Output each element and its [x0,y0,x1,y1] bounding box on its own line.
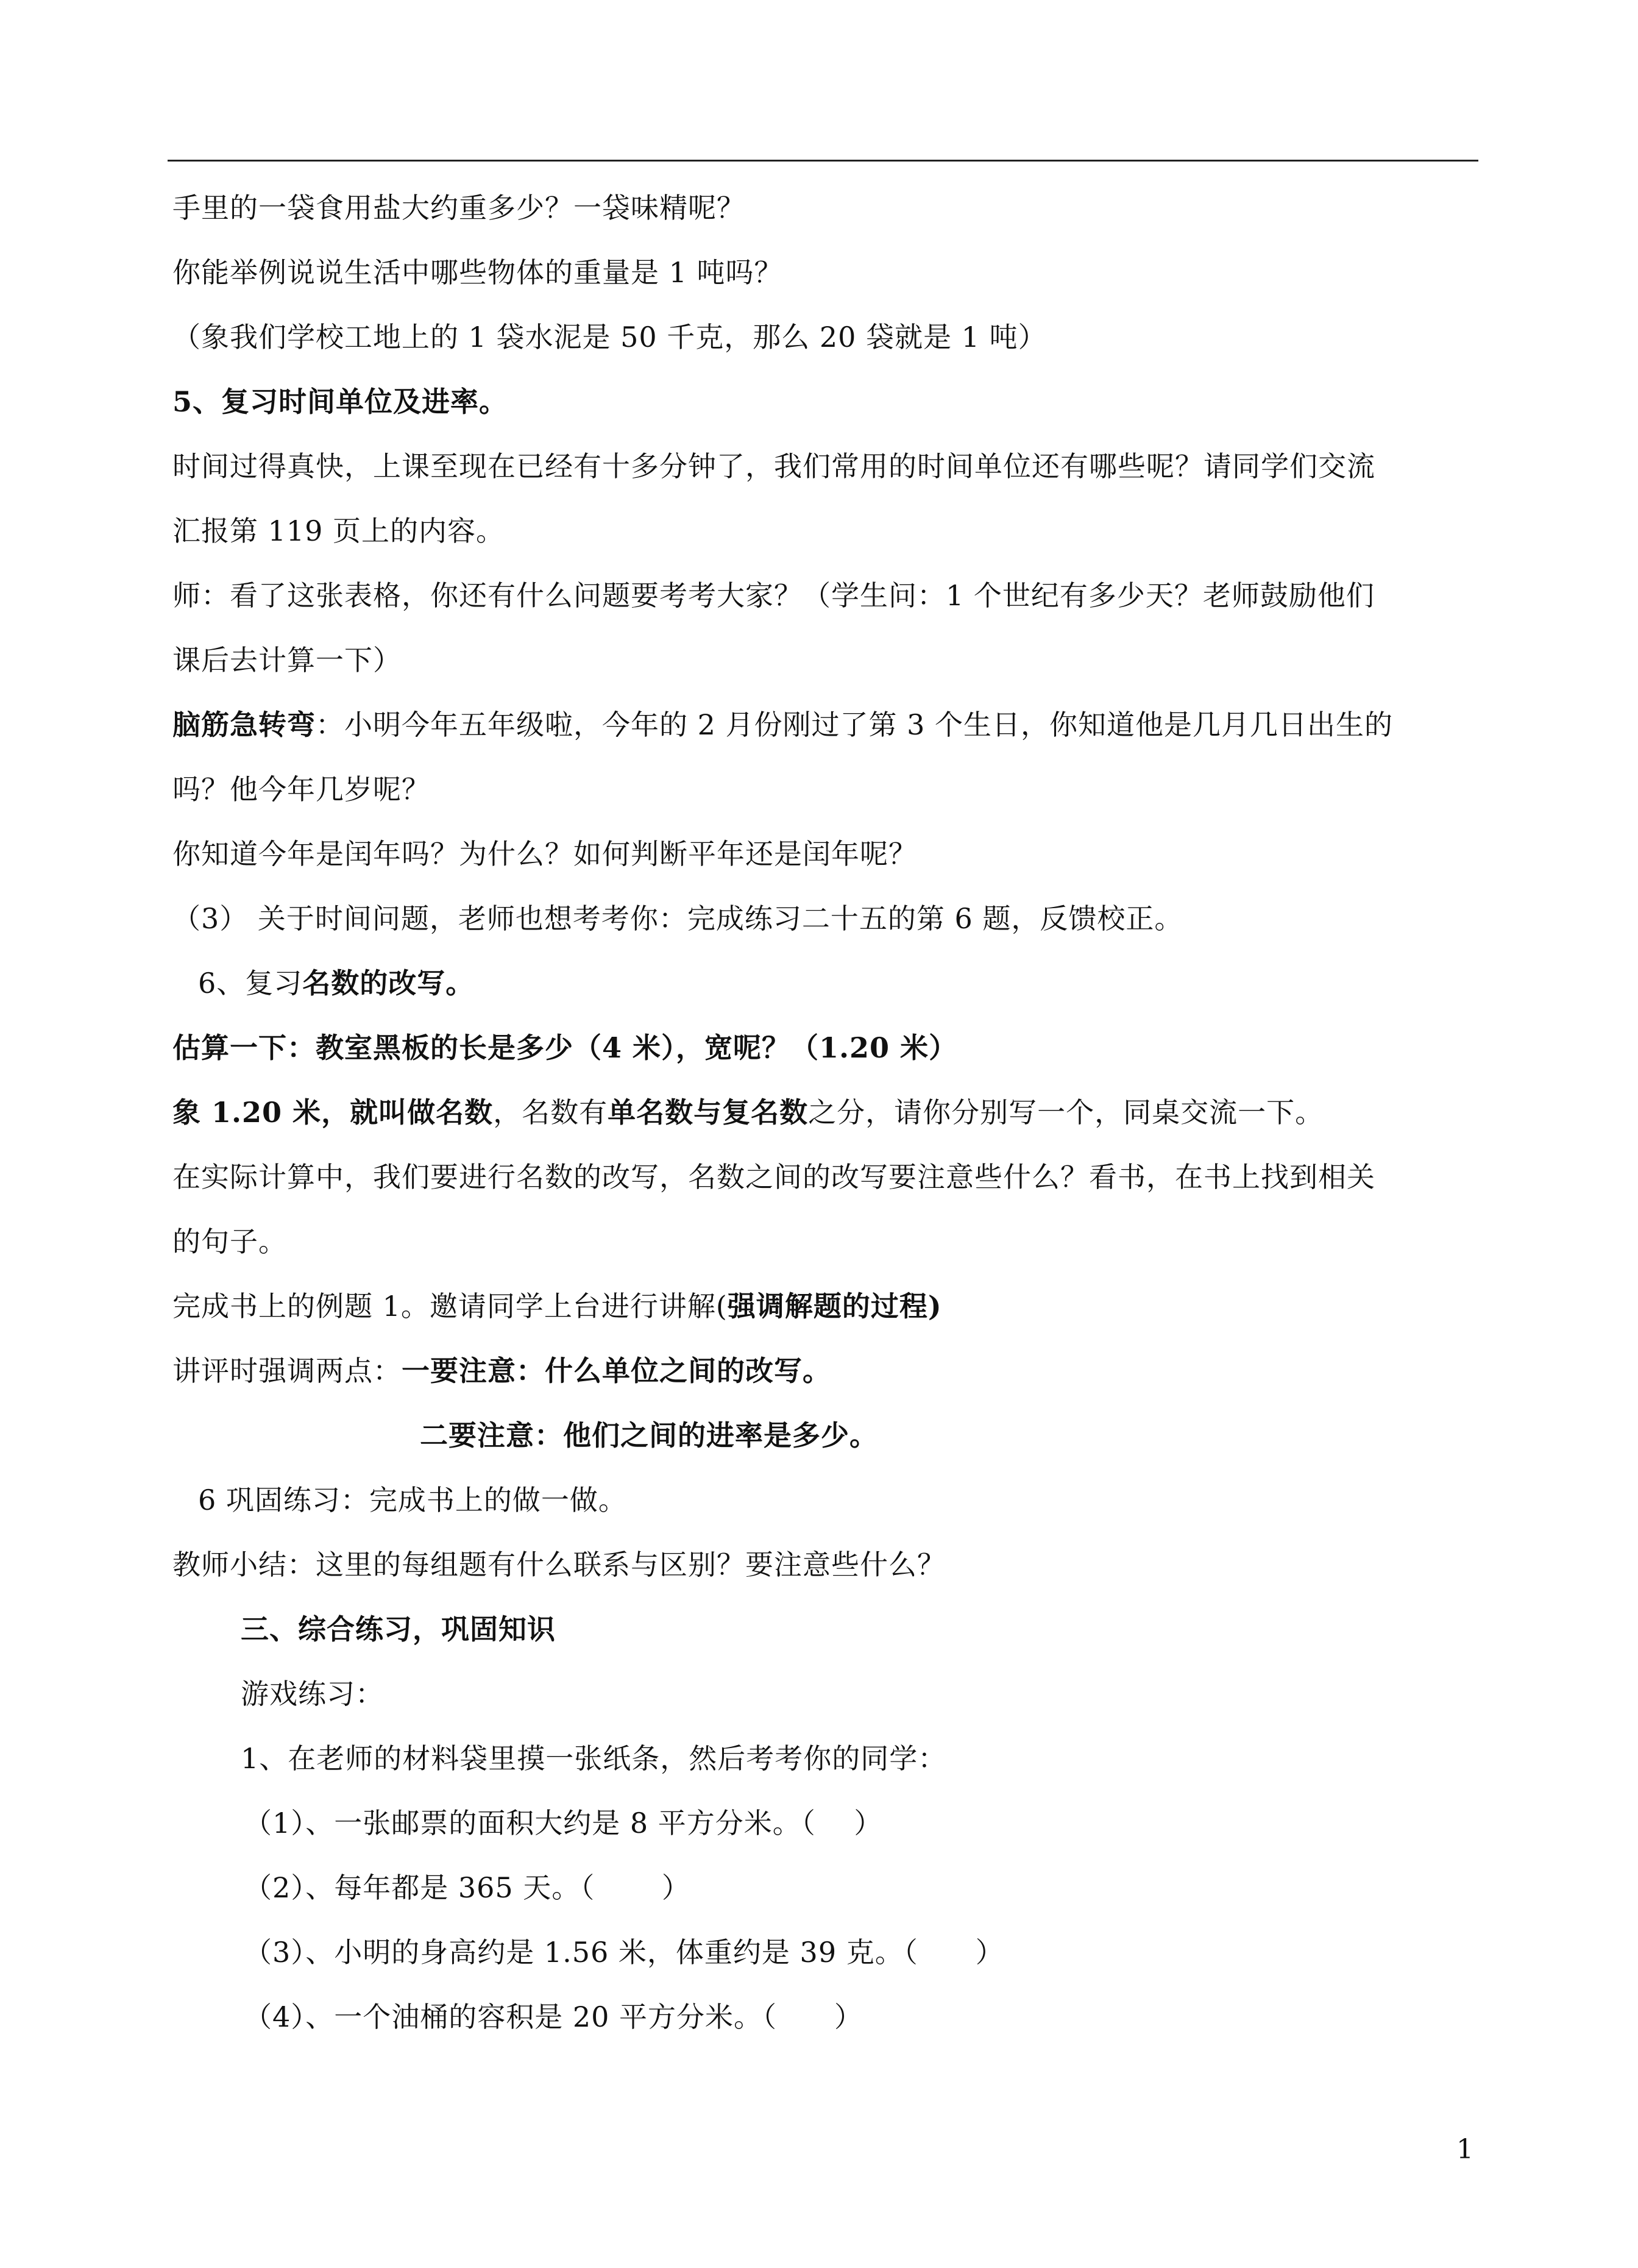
text-line-15-c: 单名数与复名数 [608,1096,809,1129]
text-line-11: 你知道今年是闰年吗？为什么？如何判断平年还是闰年呢？ [172,837,917,870]
text-line-25: 1、在老师的材料袋里摸一张纸条，然后考考你的同学： [241,1742,947,1775]
page-number: 1 [1456,2134,1473,2165]
text-line-19-b: 一要注意：什么单位之间的改写。 [402,1354,831,1387]
text-line-5: 时间过得真快，上课至现在已经有十多分钟了，我们常用的时间单位还有哪些呢？请同学们交流 [172,450,1375,483]
text-line-18-a: 完成书上的例题 1。邀请同学上台进行讲解( [172,1290,728,1323]
text-line-20: 二要注意：他们之间的进率是多少。 [420,1419,878,1452]
section-heading-3: 三、综合练习，巩固知识 [241,1613,556,1646]
text-line-17: 的句子。 [172,1225,287,1258]
exercise-item-4: （4）、一个油桶的容积是 20 平方分米。（ ） [244,2000,863,2033]
text-line-6: 汇报第 119 页上的内容。 [172,514,505,547]
header-rule [168,160,1478,162]
text-line-24: 游戏练习： [241,1677,384,1710]
text-line-18-b: 强调解题的过程) [727,1290,942,1323]
text-line-3: （象我们学校工地上的 1 袋水泥是 50 千克，那么 20 袋就是 1 吨） [172,321,1047,354]
section-heading-6-prefix: 6、复习 [198,967,303,1000]
text-line-15-b: ，名数有 [493,1096,608,1129]
text-line-1: 手里的一袋食用盐大约重多少？一袋味精呢？ [172,191,745,224]
exercise-item-2: （2）、每年都是 365 天。（ ） [244,1871,690,1904]
text-line-9 [172,708,1393,742]
brain-teaser-text: ：小明今年五年级啦，今年的 2 月份刚过了第 3 个生日，你知道他是几月几日出生的 [316,708,1394,741]
brain-teaser-label: 脑筋急转弯 [172,708,316,741]
text-line-2: 你能举例说说生活中哪些物体的重量是 1 吨吗？ [172,256,783,289]
text-line-15 [172,1095,1324,1129]
text-line-10: 吗？他今年几岁呢？ [172,773,430,806]
text-line-19-a: 讲评时强调两点： [172,1354,402,1387]
exercise-item-3: （3）、小明的身高约是 1.56 米，体重约是 39 克。（ ） [244,1936,1004,1969]
text-line-15-a: 象 1.20 米，就叫做名数 [172,1096,494,1129]
text-line-21: 6 巩固练习：完成书上的做一做。 [198,1484,627,1516]
section-heading-6 [198,966,474,1000]
text-line-19 [172,1354,831,1388]
text-line-15-d: 之分，请你分别写一个，同桌交流一下。 [808,1096,1324,1129]
text-line-22: 教师小结：这里的每组题有什么联系与区别？要注意些什么？ [172,1548,946,1581]
text-line-16: 在实际计算中，我们要进行名数的改写，名数之间的改写要注意些什么？看书，在书上找到相关 [172,1161,1375,1193]
exercise-item-1: （1）、一张邮票的面积大约是 8 平方分米。（ ） [244,1807,883,1840]
section-heading-5: 5、复习时间单位及进率。 [172,385,508,418]
text-line-8: 课后去计算一下） [172,644,402,677]
text-line-18 [172,1289,942,1323]
text-line-14: 估算一下：教室黑板的长是多少（4 米），宽呢？（1.20 米） [172,1031,958,1064]
text-line-7: 师：看了这张表格，你还有什么问题要考考大家？（学生问：1 个世纪有多少天？老师鼓励他们 [172,579,1375,612]
section-heading-6-bold: 名数的改写。 [302,967,475,1000]
text-line-12: （3） 关于时间问题，老师也想考考你：完成练习二十五的第 6 题，反馈校正。 [172,902,1183,935]
